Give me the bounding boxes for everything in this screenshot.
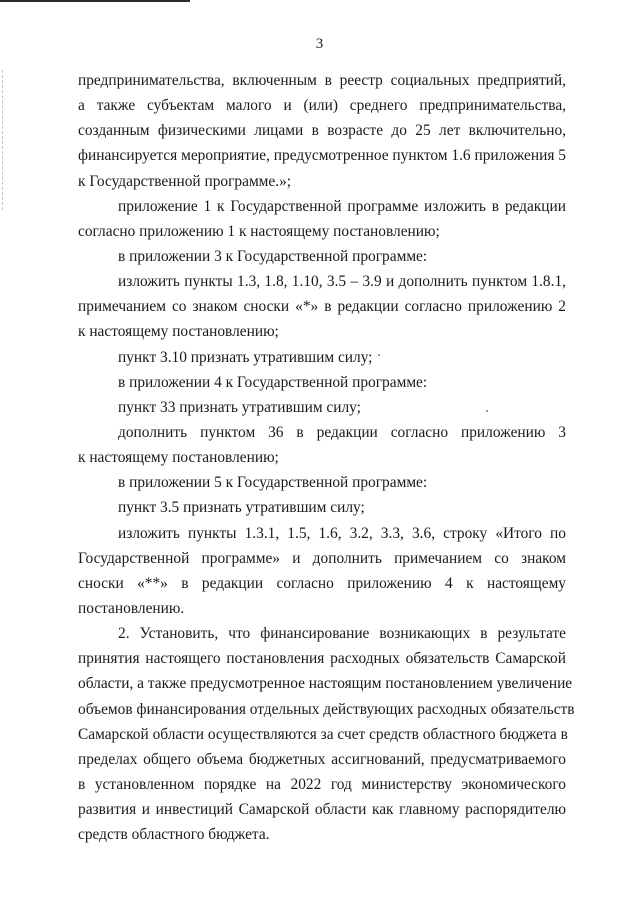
text-line: изложить пункты 1.3, 1.8, 1.10, 3.5 – 3.9 и дополнить пунктом 1.8.1,: [118, 273, 566, 291]
text-line: сноски «**» в редакции согласно приложению 4 к настоящему: [78, 574, 566, 592]
text-line: принятия настоящего постановления расходных обязательств Самарской: [78, 650, 566, 668]
text-line: к настоящему постановлению;: [78, 449, 279, 467]
text-line: созданным физическими лицами в возрасте до 25 лет включительно,: [78, 122, 566, 140]
text-line: в установленном порядке на 2022 год министерству экономического: [78, 775, 566, 793]
text-line: области, а также предусмотренное настоящим постановлением увеличение: [78, 675, 573, 693]
text-line: средств областного бюджета.: [78, 826, 270, 844]
text-line: приложение 1 к Государственной программе изложить в редакции: [118, 197, 566, 215]
text-line: Самарской области осуществляются за счет средств областного бюджета в: [78, 725, 568, 743]
text-line: а также субъектам малого и (или) среднего предпринимательства,: [78, 97, 566, 115]
text-line: объемов финансирования отдельных действующих расходных обязательств: [78, 700, 575, 718]
page-number: 3: [315, 36, 324, 52]
document-body: [78, 68, 575, 847]
text-line: постановлению.: [78, 599, 185, 617]
scan-edge-top: [0, 0, 190, 2]
text-line: в приложении 4 к Государственной программе:: [118, 373, 428, 391]
scan-edge-left: [2, 70, 4, 210]
text-line: финансируется мероприятие, предусмотренное пунктом 1.6 приложения 5: [78, 147, 566, 165]
text-line: пределах общего объема бюджетных ассигнований, предусматриваемого: [78, 750, 566, 768]
text-line: предпринимательства, включенным в реестр социальных предприятий,: [78, 72, 566, 89]
text-line: в приложении 5 к Государственной программе:: [118, 474, 428, 492]
text-line: пункт 3.5 признать утратившим силу;: [118, 499, 365, 517]
text-line: к Государственной программе.»;: [78, 172, 292, 190]
text-line: 2. Установить, что финансирование возникающих в результате: [118, 625, 566, 643]
text-line: Государственной программе» и дополнить примечанием со знаком: [78, 549, 566, 567]
text-line: изложить пункты 1.3.1, 1.5, 1.6, 3.2, 3.3, 3.6, строку «Итого по: [118, 524, 566, 542]
text-line: согласно приложению 1 к настоящему постановлению;: [78, 222, 440, 240]
text-line: дополнить пунктом 36 в редакции согласно приложению 3: [118, 423, 566, 441]
text-line: пункт 33 признать утратившим силу;: [118, 398, 361, 416]
text-line: к настоящему постановлению;: [78, 323, 279, 341]
text-line: примечанием со знаком сноски «*» в редакции согласно приложению 2: [78, 298, 566, 316]
text-line: в приложении 3 к Государственной программе:: [118, 247, 428, 265]
text-line: развития и инвестиций Самарской области как главному распорядителю: [78, 801, 566, 819]
text-line: пункт 3.10 признать утратившим силу;: [118, 348, 373, 366]
